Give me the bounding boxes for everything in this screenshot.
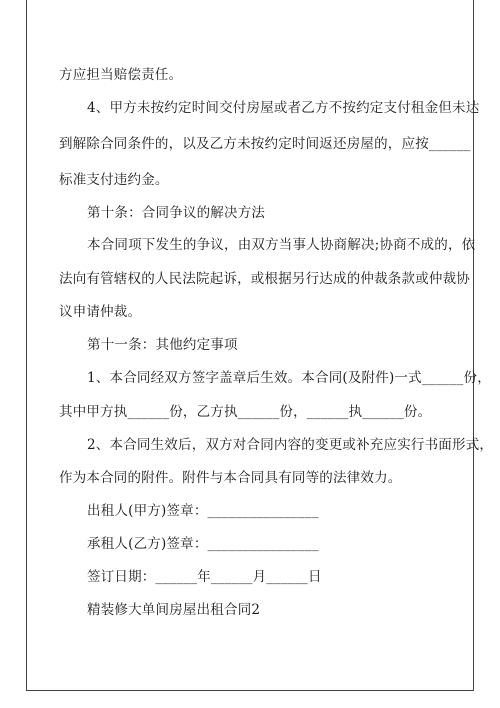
- lessee-signature-line: 承租人(乙方)签章：________________: [87, 536, 319, 552]
- section-10-heading: 第十条：合同争议的解决方法: [87, 205, 266, 221]
- section-10-line-2: 法向有管辖权的人民法院起诉，或根据另行达成的仲裁条款或仲裁协: [59, 271, 470, 287]
- section-11-clause-2-line-1: 2、本合同生效后，双方对合同内容的变更或补充应实行书面形式，: [87, 437, 494, 453]
- clause-4-line-2: 到解除合同条件的，以及乙方未按约定时间返还房屋的，应按______: [59, 136, 471, 152]
- clause-4-line-1: 4、甲方未按约定时间交付房屋或者乙方不按约定支付租金但未达: [87, 100, 480, 116]
- section-10-line-3: 议申请仲裁。: [59, 304, 142, 320]
- clause-4-line-3: 标准支付违约金。: [59, 172, 169, 188]
- next-document-title: 精装修大单间房屋出租合同2: [87, 602, 261, 618]
- text-line: 方应担当赔偿责任。: [59, 67, 183, 83]
- section-11-clause-2-line-2: 作为本合同的附件。附件与本合同具有同等的法律效力。: [59, 470, 402, 486]
- lessor-signature-line: 出租人(甲方)签章：________________: [87, 503, 319, 519]
- section-11-heading: 第十一条：其他约定事项: [87, 337, 238, 353]
- signing-date-line: 签订日期：______年______月______日: [87, 569, 322, 585]
- section-11-clause-1-line-2: 其中甲方执______份，乙方执______份，______执______份。: [59, 404, 432, 420]
- section-10-line-1: 本合同项下发生的争议，由双方当事人协商解决;协商不成的，依: [87, 237, 476, 253]
- section-11-clause-1-line-1: 1、本合同经双方签字盖章后生效。本合同(及附件)一式______份，: [87, 370, 491, 386]
